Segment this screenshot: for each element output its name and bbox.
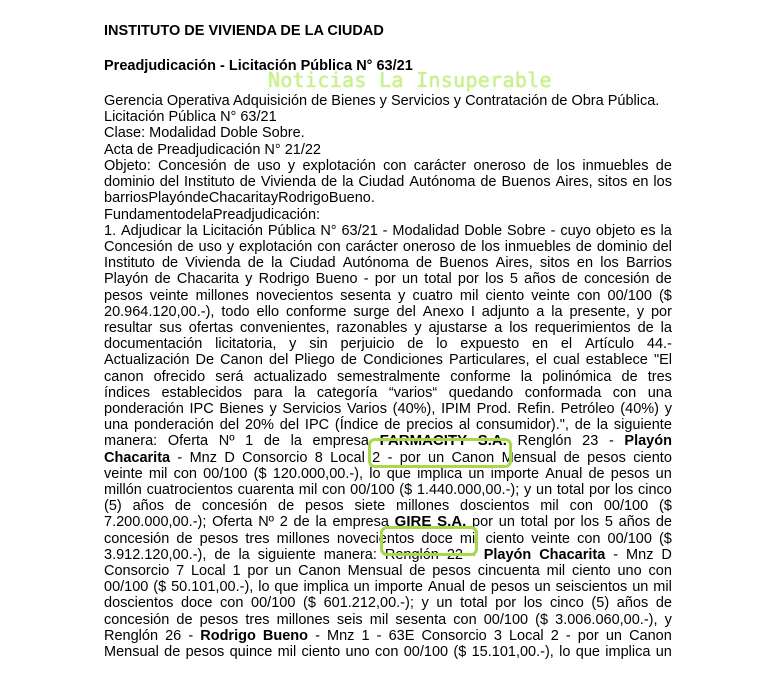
- body-line: resultar sus ofertas convenientes, razonables y ajustarse a los requerimientos de la: [104, 320, 672, 337]
- body-line: barrios Playón de Chacarita y Rodrigo Bueno.: [104, 190, 375, 207]
- body-line: manera: Oferta Nº 1 de la empresa FARMACITY S.A. Renglón 23 - Playón: [104, 432, 672, 450]
- meta-line: Licitación Pública N° 63/21: [104, 109, 277, 126]
- body-line: Renglón 26 - Rodrigo Bueno - Mnz 1 - 63E Consorcio 3 Local 2 - por un Canon: [104, 627, 672, 644]
- document-title: INSTITUTO DE VIVIENDA DE LA CIUDAD: [104, 23, 384, 39]
- body-line: Concesión de uso y explotación con carácter oneroso de los inmuebles de dominio del: [104, 239, 672, 256]
- document-subtitle: Preadjudicación - Licitación Pública N° 63/21: [104, 58, 413, 74]
- body-line: Playón de Chacarita y Rodrigo Bueno - por un total por los 5 años de concesión de: [104, 271, 672, 288]
- body-line: Objeto: Concesión de uso y explotación con carácter oneroso de los inmuebles de: [104, 158, 672, 174]
- body-line: Instituto de Vivienda de la Ciudad Autónoma de Buenos Aires, sitos en los Barrios: [104, 255, 672, 272]
- body-line: pesos veinte millones novecientos sesenta y cuatro mil ciento veinte con 00/100 ($: [104, 287, 672, 304]
- document-body: [104, 158, 672, 660]
- highlight-farmacity: [368, 438, 512, 468]
- body-line: documentación licitatoria, y sin perjuicio de lo expuesto en el Artículo 44.-: [104, 336, 672, 353]
- body-line: Consorcio 7 Local 1 por un Canon Mensual de pesos cincuenta mil ciento uno con: [104, 563, 672, 580]
- body-line: concesión de pesos tres millones seis mil sesenta con 00/100 ($ 3.006.060,00.-), y: [104, 611, 672, 628]
- body-line: 20.964.120,00.-), todo ello conforme surge del Anexo I adjunto a la presente, y por: [104, 303, 672, 320]
- body-line: millón cuatrocientos cuarenta mil con 00/100 ($ 1.440.000,00.-); y un total por los cinco: [104, 482, 672, 499]
- watermark-text: Noticias La Insuperable: [268, 68, 552, 92]
- body-line: 1. Adjudicar la Licitación Pública N° 63/21 - Modalidad Doble Sobre - cuyo objeto es la: [104, 222, 672, 239]
- body-line: canon ofrecido será actualizado semestralmente conforme la polinómica de tres: [104, 368, 672, 385]
- body-line: índices establecidos para la categoría “varios“ quedando conformada con una: [104, 384, 672, 401]
- body-line: (5) años de concesión de pesos siete millones doscientos mil con 00/100 ($: [104, 498, 672, 515]
- body-line: una ponderación del 20% del IPC (Índice de precios al consumidor).", de la siguiente: [104, 417, 672, 434]
- document-meta: [104, 93, 674, 158]
- body-line: ponderación IPC Bienes y Servicios Varios (40%), IPIM Prod. Refin. Petróleo (40%) y: [104, 401, 672, 418]
- meta-line: Gerencia Operativa Adquisición de Bienes y Servicios y Contratación de Obra Pública.: [104, 93, 660, 109]
- body-line: 00/100 ($ 50.101,00.-), lo que implica un importe Anual de pesos un seiscientos un mil: [104, 579, 672, 596]
- body-line: 3.912.120,00.-), de la siguiente manera: Renglón 22 - Playón Chacarita - Mnz D: [104, 546, 672, 563]
- body-line: veinte mil con 00/100 ($ 120.000,00.-), lo que implica un importe Anual de pesos un: [104, 465, 672, 482]
- highlight-gire: [380, 526, 478, 556]
- body-line: concesión de pesos tres millones novecientos doce mil ciento veinte con 00/100 ($: [104, 530, 672, 547]
- body-line: dominio del Instituto de Vivienda de la Ciudad Autónoma de Buenos Aires, sitos en los: [104, 174, 672, 191]
- body-line: 7.200.000,00.-); Oferta Nº 2 de la empresa GIRE S.A. por un total por los 5 años de: [104, 513, 672, 531]
- body-line: Actualización De Canon del Pliego de Condiciones Particulares, el cual establece "El: [104, 352, 672, 369]
- body-line: Mensual de pesos quince mil ciento uno con 00/100 ($ 15.101,00.-), lo que implica un: [104, 644, 672, 661]
- body-line: Fundamento de la Preadjudicación:: [104, 206, 321, 223]
- meta-line: Acta de Preadjudicación N° 21/22: [104, 141, 321, 158]
- meta-line: Clase: Modalidad Doble Sobre.: [104, 125, 305, 142]
- body-line: doscientos doce con 00/100 ($ 601.212,00.-); y un total por los cinco (5) años de: [104, 595, 672, 612]
- body-line: Chacarita - Mnz D Consorcio 8 Local 2 - por un Canon Mensual de pesos ciento: [104, 449, 672, 466]
